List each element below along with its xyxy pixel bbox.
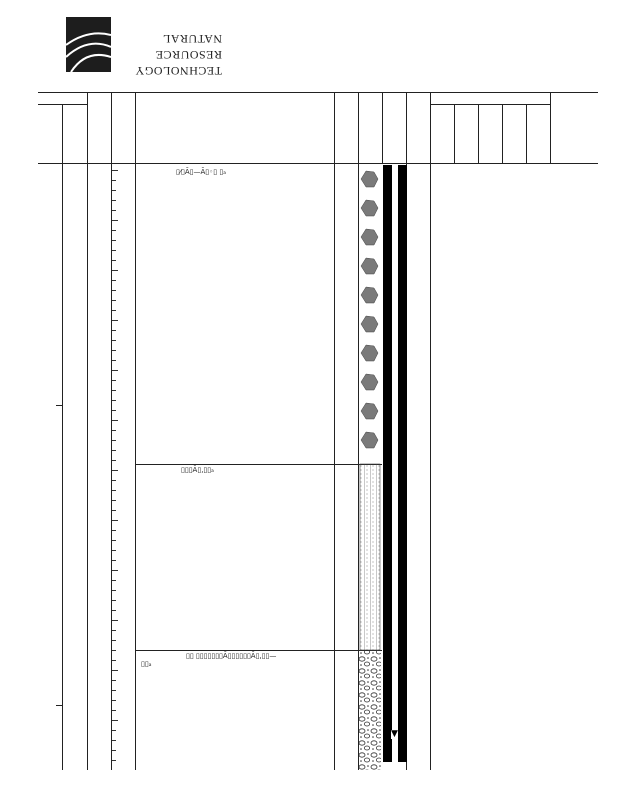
header-sub-rule-right — [430, 104, 550, 105]
logo-line-1: TECHNOLOGY — [135, 64, 222, 78]
depth-tick — [112, 480, 116, 481]
header-bottom-rule — [38, 163, 598, 164]
depth-tick — [112, 280, 116, 281]
header-col-divider — [111, 92, 112, 164]
depth-tick — [112, 660, 116, 661]
depth-tick — [112, 520, 118, 521]
fill-blob — [361, 403, 378, 419]
depth-tick — [112, 510, 116, 511]
depth-tick — [112, 170, 118, 171]
depth-tick — [112, 490, 116, 491]
depth-tick — [112, 590, 116, 591]
header-col-divider — [454, 104, 455, 164]
header-sub-rule-left — [38, 104, 88, 105]
strata-description-2: ▯▯▯Ā▯,▯▯ₐ — [181, 466, 214, 474]
body-col-divider — [111, 163, 112, 770]
depth-tick — [112, 360, 116, 361]
well-casing-right — [398, 165, 407, 762]
body-col-divider — [135, 163, 136, 770]
strata-boundary — [135, 650, 382, 651]
gravel-pattern — [359, 650, 381, 770]
depth-tick — [112, 690, 116, 691]
logo-swoosh-icon — [66, 17, 111, 72]
header-col-divider — [382, 92, 383, 164]
sample-marker — [56, 705, 62, 706]
depth-tick — [112, 540, 116, 541]
body-col-divider — [62, 163, 63, 770]
fill-blob — [361, 258, 378, 274]
depth-tick — [112, 410, 116, 411]
header-col-divider — [478, 104, 479, 164]
depth-tick — [112, 730, 116, 731]
header-col-divider — [430, 92, 431, 164]
depth-tick — [112, 500, 116, 501]
depth-tick — [112, 340, 116, 341]
depth-tick — [112, 300, 116, 301]
header-col-divider — [87, 92, 88, 164]
depth-tick — [112, 740, 116, 741]
fill-blob — [361, 287, 378, 303]
depth-tick — [112, 460, 116, 461]
depth-tick — [112, 710, 116, 711]
depth-tick — [112, 190, 116, 191]
lithology-column — [358, 163, 382, 770]
depth-tick — [112, 470, 118, 471]
depth-tick — [112, 240, 116, 241]
strata-boundary — [135, 464, 382, 465]
company-logo-mark — [66, 17, 111, 72]
logo-line-3: NATURAL — [162, 32, 222, 46]
depth-tick — [112, 180, 116, 181]
depth-tick — [112, 230, 116, 231]
depth-tick — [112, 750, 116, 751]
header-col-divider — [550, 92, 551, 164]
fill-material-symbols — [361, 171, 378, 448]
well-casing-left — [383, 165, 392, 762]
depth-tick — [112, 400, 116, 401]
depth-tick — [112, 450, 116, 451]
depth-tick — [112, 200, 116, 201]
depth-tick — [112, 210, 116, 211]
depth-tick — [112, 640, 116, 641]
depth-tick — [112, 610, 116, 611]
strata-description-3: ▯▯ ▯▯▯▯▯▯▯Ā▯▯▯▯▯▯Ā▯,▯▯— — [186, 652, 277, 660]
depth-tick — [112, 420, 118, 421]
company-logo-text — [112, 14, 222, 79]
header-col-divider — [526, 104, 527, 164]
depth-tick — [112, 630, 116, 631]
depth-tick — [112, 680, 116, 681]
depth-tick — [112, 380, 116, 381]
fill-blob — [361, 200, 378, 216]
fine-sediment-pattern — [360, 464, 380, 650]
depth-tick — [112, 700, 116, 701]
depth-tick — [112, 560, 116, 561]
water-level-marker-icon: ▼ — [391, 729, 398, 739]
fill-blob — [361, 374, 378, 390]
depth-tick — [112, 260, 116, 261]
depth-tick — [112, 550, 116, 551]
depth-tick — [112, 250, 116, 251]
depth-tick — [112, 650, 116, 651]
depth-tick — [112, 270, 118, 271]
depth-tick — [112, 310, 116, 311]
sample-marker — [56, 163, 62, 164]
depth-tick — [112, 570, 118, 571]
header-col-divider — [502, 104, 503, 164]
body-col-divider — [87, 163, 88, 770]
depth-tick — [112, 430, 116, 431]
well-annulus — [392, 165, 398, 762]
fill-blob — [361, 345, 378, 361]
depth-tick — [112, 580, 116, 581]
body-col-divider — [430, 163, 431, 770]
fill-blob — [361, 229, 378, 245]
sample-marker — [56, 405, 62, 406]
strata-description-4: ▯▯ₐ — [141, 660, 152, 668]
header-col-divider — [358, 92, 359, 164]
header-col-divider — [334, 92, 335, 164]
depth-tick — [112, 220, 118, 221]
depth-tick — [112, 720, 118, 721]
fill-blob — [361, 432, 378, 448]
fill-blob — [361, 171, 378, 187]
body-col-divider — [334, 163, 335, 770]
header-col-divider — [62, 104, 63, 164]
depth-tick — [112, 530, 116, 531]
depth-tick — [112, 330, 116, 331]
depth-tick — [112, 290, 116, 291]
depth-tick — [112, 600, 116, 601]
fill-blob — [361, 316, 378, 332]
depth-tick — [112, 370, 118, 371]
depth-tick — [112, 620, 118, 621]
depth-tick — [112, 320, 118, 321]
header-col-divider — [406, 92, 407, 164]
strata-description-1: ▯⁄▯Ā▯—Ā▯◦▯ ▯ₐ — [176, 168, 226, 176]
depth-tick — [112, 390, 116, 391]
header-top-rule — [38, 92, 598, 93]
logo-line-2: RESOURCE — [155, 48, 222, 62]
header-col-divider — [135, 92, 136, 164]
depth-tick — [112, 350, 116, 351]
depth-tick — [112, 440, 116, 441]
depth-tick — [112, 670, 118, 671]
depth-tick — [112, 760, 116, 761]
